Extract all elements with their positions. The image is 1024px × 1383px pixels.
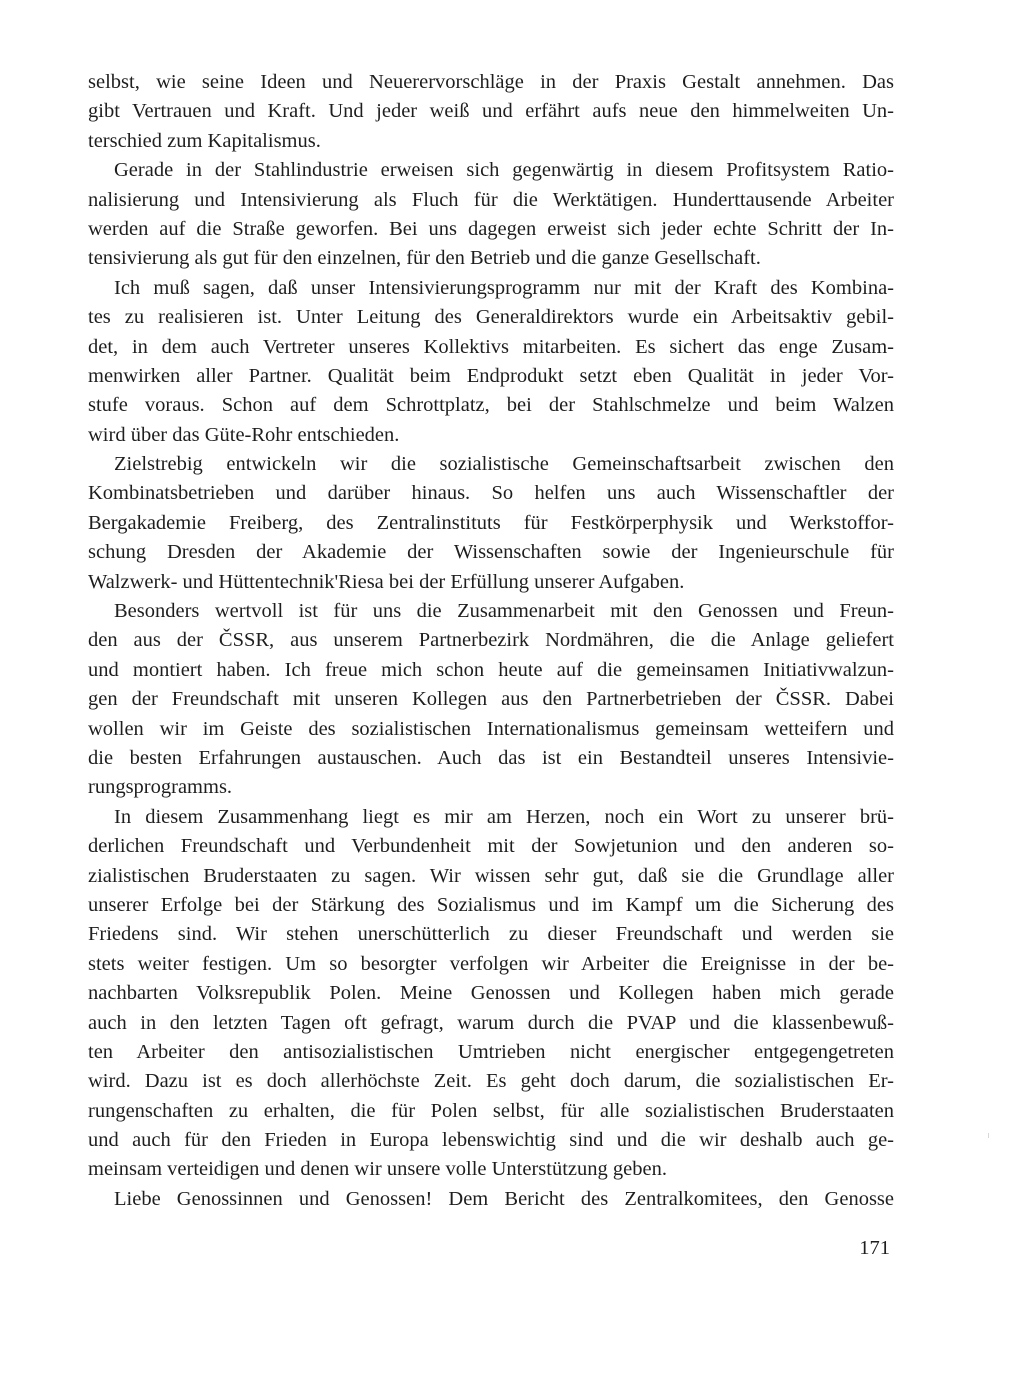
text-line: die besten Erfahrungen austauschen. Auch das ist ein Bestandteil unseres Intensivie- (88, 746, 894, 769)
paragraph (88, 156, 894, 274)
text-line: ten Arbeiter den antisozialistischen Umtrieben nicht energischer entgegengetreten (88, 1040, 894, 1063)
text-line: Besonders wertvoll ist für uns die Zusammenarbeit mit den Genossen und Freun- (114, 600, 894, 623)
paragraph (88, 597, 894, 803)
text-line: menwirken aller Partner. Qualität beim Endprodukt setzt eben Qualität in jeder Vor- (88, 364, 894, 387)
text-line: gen der Freundschaft mit unseren Kollegen aus den Partnerbetrieben der ČSSR. Dabei (88, 688, 894, 711)
text-line: Kombinatsbetrieben und darüber hinaus. So helfen uns auch Wissenschaftler der (88, 482, 894, 505)
margin-mark (988, 1133, 989, 1138)
text-line: wollen wir im Geiste des sozialistischen Internationalismus gemeinsam wetteifern und (88, 717, 894, 740)
text-line: stufe voraus. Schon auf dem Schrottplatz, bei der Stahlschmelze und beim Walzen (88, 394, 894, 417)
text-line: wird über das Güte-Rohr entschieden. (88, 423, 400, 446)
text-line: auch in den letzten Tagen oft gefragt, warum durch die PVAP und die klassenbewuß- (88, 1011, 894, 1034)
text-line: den aus der ČSSR, aus unserem Partnerbezirk Nordmähren, die die Anlage geliefert (88, 629, 894, 652)
paragraph (88, 450, 894, 597)
paragraph (88, 68, 894, 156)
text-line: und montiert haben. Ich freue mich schon heute auf die gemeinsamen Initiativwalzun- (88, 658, 894, 681)
text-line: selbst, wie seine Ideen und Neuerervorschläge in der Praxis Gestalt annehmen. Das (88, 71, 894, 93)
text-line: rungsprogramms. (88, 776, 233, 799)
text-line: unserer Erfolge bei der Stärkung des Sozialismus und im Kampf um die Sicherung des (88, 893, 894, 916)
text-line: gibt Vertrauen und Kraft. Und jeder weiß und erfährt aufs neue den himmelweiten Un- (88, 100, 894, 123)
text-line: Gerade in der Stahlindustrie erweisen sich gegenwärtig in diesem Profitsystem Ratio- (114, 159, 894, 182)
text-line: Liebe Genossinnen und Genossen! Dem Bericht des Zentralkomitees, den Genosse (114, 1187, 894, 1210)
text-line: Bergakademie Freiberg, des Zentralinstituts für Festkörperphysik und Werkstoffor- (88, 511, 894, 534)
text-line: wird. Dazu ist es doch allerhöchste Zeit. Es geht doch darum, die sozialistischen Er- (88, 1070, 894, 1093)
page-body (88, 68, 894, 1214)
text-line: meinsam verteidigen und denen wir unsere volle Unterstützung geben. (88, 1158, 667, 1181)
text-line: schung Dresden der Akademie der Wissenschaften sowie der Ingenieurschule für (88, 541, 894, 564)
text-line: rungenschaften zu erhalten, die für Polen selbst, für alle sozialistischen Bruderstaaten (88, 1099, 894, 1122)
text-line: In diesem Zusammenhang liegt es mir am Herzen, noch ein Wort zu unserer brü- (114, 805, 894, 828)
text-line: derlichen Freundschaft und Verbundenheit mit der Sowjetunion und den anderen so- (88, 835, 894, 858)
text-line: Ich muß sagen, daß unser Intensivierungsprogramm nur mit der Kraft des Kombina- (114, 276, 894, 299)
text-line: nachbarten Volksrepublik Polen. Meine Genossen und Kollegen haben mich gerade (88, 982, 894, 1005)
text-line: det, in dem auch Vertreter unseres Kollektivs mitarbeiten. Es sichert das enge Zusam- (88, 335, 894, 358)
text-line: stets weiter festigen. Um so besorgter verfolgen wir Arbeiter die Ereignisse in der be- (88, 952, 894, 975)
paragraph (88, 274, 894, 450)
text-line: Zielstrebig entwickeln wir die sozialistische Gemeinschaftsarbeit zwischen den (114, 453, 894, 476)
text-line: werden auf die Straße geworfen. Bei uns dagegen erweist sich jeder echte Schritt der In- (88, 217, 894, 240)
text-line: nalisierung und Intensivierung als Fluch für die Werktätigen. Hunderttausende Arbeiter (88, 188, 894, 211)
text-line: und auch für den Frieden in Europa lebenswichtig sind und die wir deshalb auch ge- (88, 1129, 894, 1152)
page-number: 171 (859, 1237, 890, 1259)
text-line: tensivierung als gut für den einzelnen, für den Betrieb und die ganze Gesellschaft. (88, 247, 761, 270)
text-line: zialistischen Bruderstaaten zu sagen. Wir wissen sehr gut, daß sie die Grundlage aller (88, 864, 894, 887)
text-line: Walzwerk- und Hüttentechnik'Riesa bei der Erfüllung unserer Aufgaben. (88, 570, 685, 593)
text-line: Friedens sind. Wir stehen unerschütterlich zu dieser Freundschaft und werden sie (88, 923, 894, 946)
text-line: tes zu realisieren ist. Unter Leitung des Generaldirektors wurde ein Arbeitsaktiv gebil- (88, 306, 894, 329)
paragraph (88, 803, 894, 1185)
paragraph (88, 1185, 894, 1214)
text-line: terschied zum Kapitalismus. (88, 129, 321, 152)
